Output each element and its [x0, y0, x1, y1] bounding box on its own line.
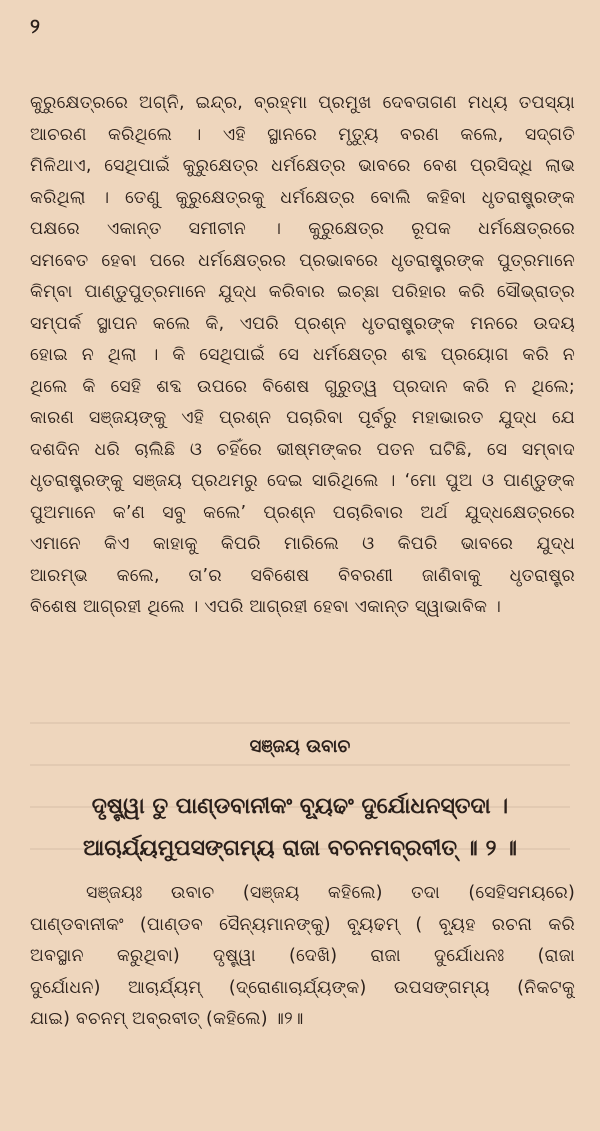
verse-line-1: ଦୃଷ୍ଟ୍ୱା ତୁ ପାଣ୍ଡବାନୀକଂ ବ୍ୟୂଢଂ ଦୁର୍ଯୋଧନସ୍ତଦା ।: [91, 794, 509, 819]
text-line: ବିଶେଷ ଆଗ୍ରହୀ ଥିଲେ । ଏପରି ଆଗ୍ରହୀ ହେବା ଏକାନ୍ତ ସ୍ୱାଭାବିକ ।: [30, 597, 502, 617]
text-line: ଦଶଦିନ ଧରି ଚାଲିଛି ଓ ଚହିଁରେ ଭୀଷ୍ମଙ୍କର ପତନ ଘଟିଛି, ସେ ସମ୍ବାଦ: [30, 439, 575, 460]
text-line: ଅବସ୍ଥାନ କରୁଥିବା) ଦୃଷ୍ଟ୍ୱା (ଦେଖି) ରାଜା ଦୁର୍ଯୋଧନଃ (ରାଜା: [30, 946, 575, 966]
page-number: ୨: [30, 14, 40, 38]
text-line: କୁରୁକ୍ଷେତ୍ରରେ ଅଗ୍ନି, ଇନ୍ଦ୍ର, ବ୍ରହ୍ମା ପ୍ରମୁଖ ଦେବତାଗଣ ମଧ୍ୟ ତପସ୍ୟା: [30, 93, 575, 113]
text-line: ହୋଇ ନ ଥିଲା । କି ସେଥିପାଇଁ ସେ ଧର୍ମକ୍ଷେତ୍ର ଶବ୍ଦ ପ୍ରୟୋଗ କରି ନ: [30, 345, 575, 365]
text-line: ଥିଲେ କି ସେହି ଶବ୍ଦ ଉପରେ ବିଶେଷ ଗୁରୁତ୍ୱ ପ୍ରଦାନ କରି ନ ଥିଲେ;: [30, 376, 575, 397]
sanskrit-verse: [20, 786, 580, 870]
text-line: ଆରମ୍ଭ କଲେ, ତା’ର ସବିଶେଷ ବିବରଣୀ ଜାଣିବାକୁ ଧୃତରାଷ୍ଟ୍ର: [30, 565, 575, 586]
text-line: ପାଣ୍ଡବାନୀକଂ (ପାଣ୍ଡବ ସୈନ୍ୟମାନଙ୍କୁ) ବ୍ୟୂଢମ୍ ( ବ୍ୟୂହ ରଚନା କରି: [30, 914, 575, 935]
text-line: ସମ୍ପର୍କ ସ୍ଥାପନ କଲେ କି, ଏପରି ପ୍ରଶ୍ନ ଧୃତରାଷ୍ଟ୍ରଙ୍କ ମନରେ ଉଦୟ: [30, 313, 575, 334]
text-line: ଯାଇ) ବଚନମ୍ ଅବ୍ରବୀତ୍ (କହିଲେ) ॥୨॥: [30, 1009, 304, 1029]
text-line: ପକ୍ଷରେ ଏକାନ୍ତ ସମୀଚୀନ । କୁରୁକ୍ଷେତ୍ର ରୂପକ ଧର୍ମକ୍ଷେତ୍ରରେ: [30, 219, 575, 239]
text-line: ମିଳିଥାଏ, ସେଥିପାଇଁ କୁରୁକ୍ଷେତ୍ର ଧର୍ମକ୍ଷେତ୍ର ଭାବରେ ବେଶ ପ୍ରସିଦ୍ଧି ଲାଭ: [30, 156, 575, 176]
intro-paragraph: [30, 88, 575, 624]
text-line: ସମବେତ ହେବା ପରେ ଧର୍ମକ୍ଷେତ୍ରର ପ୍ରଭାବରେ ଧୃତରାଷ୍ଟ୍ରଙ୍କ ପୁତ୍ରମାନେ: [30, 250, 575, 271]
text-line: କରିଥିଲା । ତେଣୁ କୁରୁକ୍ଷେତ୍ରକୁ ଧର୍ମକ୍ଷେତ୍ର ବୋଲି କହିବା ଧୃତରାଷ୍ଟ୍ରଙ୍କ: [30, 187, 575, 208]
text-line: ଦୁର୍ଯୋଧନ) ଆଚାର୍ଯ୍ୟମ୍ (ଦ୍ରୋଣାଚାର୍ଯ୍ୟଙ୍କ) ଉପସଙ୍ଗମ୍ୟ (ନିକଟକୁ: [30, 977, 575, 998]
text-line: ଧୃତରାଷ୍ଟ୍ରଙ୍କୁ ସଞ୍ଜୟ ପ୍ରଥମରୁ ଦେଇ ସାରିଥିଲେ । ‘ମୋ ପୁଅ ଓ ପାଣ୍ଡୁଙ୍କ: [30, 471, 575, 491]
speaker-heading: ସଞ୍ଜୟ ଉବାଚ: [249, 736, 351, 757]
text-line: କାରଣ ସଞ୍ଜୟଙ୍କୁ ଏହି ପ୍ରଶ୍ନ ପଚାରିବା ପୂର୍ବରୁ ମହାଭାରତ ଯୁଦ୍ଧ ଯେ: [30, 408, 575, 428]
word-meaning-paragraph: [30, 878, 575, 1036]
text-line: ପୁଅମାନେ କ’ଣ ସବୁ କଲେ’ ପ୍ରଶ୍ନ ପଚାରିବାର ଅର୍ଥ ଯୁଦ୍ଧକ୍ଷେତ୍ରରେ: [30, 502, 575, 523]
text-line: ସଞ୍ଜୟଃ ଉବାଚ (ସଞ୍ଜୟ କହିଲେ) ତଦା (ସେହିସମୟରେ): [86, 883, 575, 903]
text-line: ଏମାନେ କିଏ କାହାକୁ କିପରି ମାରିଲେ ଓ କିପରି ଭାବରେ ଯୁଦ୍ଧ: [30, 534, 575, 554]
text-line: କିମ୍ବା ପାଣ୍ଡୁପୁତ୍ରମାନେ ଯୁଦ୍ଧ କରିବାର ଇଚ୍ଛା ପରିହାର କରି ସୌଭ୍ରାତ୍ର: [30, 282, 575, 302]
text-line: ଆଚରଣ କରିଥିଲେ । ଏହି ସ୍ଥାନରେ ମୃତ୍ୟୁ ବରଣ କଲେ, ସଦ୍‌ଗତି: [30, 124, 575, 145]
verse-line-2: ଆଚାର୍ଯ୍ୟମୁପସଙ୍ଗମ୍ୟ ରାଜା ବଚନମବ୍ରବୀତ୍ ॥ ୨ ॥: [82, 836, 518, 861]
